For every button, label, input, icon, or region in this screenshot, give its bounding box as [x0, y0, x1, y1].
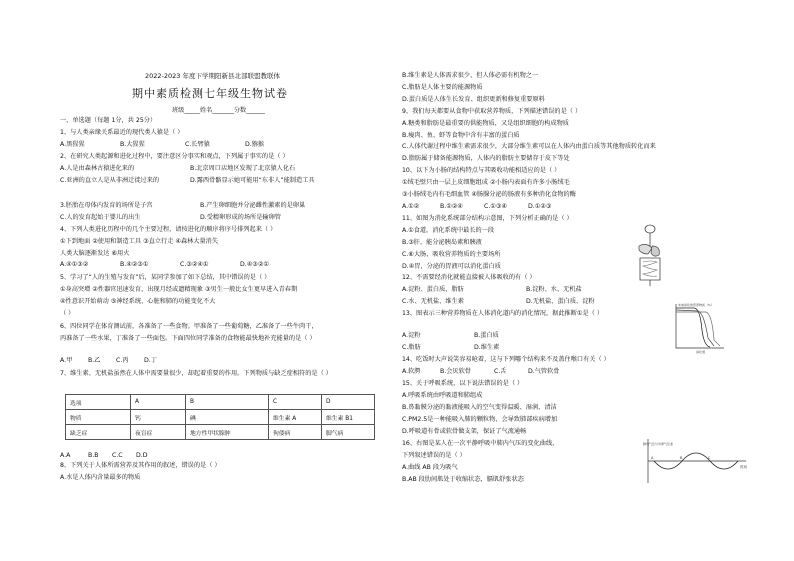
q3-option-b: B.产生卵细胞并分泌雌性激素的是卵巢 — [200, 202, 306, 209]
fig16-label-c: C — [708, 456, 711, 460]
q4-option-b: B.④②③① — [120, 261, 149, 268]
q11-option-c: C.⑥大肠，吸收营养物质的主要场所 — [402, 251, 501, 258]
table-cell: 缺乏症 — [66, 425, 131, 440]
q10-option-d: D.①②③ — [528, 203, 552, 210]
q13-stem: 13、图表示三种营养物质在人体消化道内的消化情况，据此推断①是（ ） — [402, 310, 604, 317]
fig13-y-label: 未被消化的营养物质（%） — [678, 303, 714, 307]
q10-option-c: C.①③④ — [484, 203, 507, 210]
table-cell: 地方性甲状腺肿 — [186, 425, 269, 440]
q14-stem: 14、吃饭时大声说笑容易呛着，这与下列哪个结构来不及盖住喉口有关（ ） — [402, 356, 610, 363]
q9-option-a: A.糖类和脂肪是最重要的供能物质，又是组织细胞的构成物质 — [402, 120, 569, 127]
q16-stem-2: 下列叙述错误的是（ ） — [402, 452, 466, 459]
q7-option-b: B.B — [88, 452, 99, 459]
digestive-system-figure — [634, 224, 666, 288]
q13-option-d: D.维生素 — [474, 344, 500, 351]
q15-stem: 15、关于呼吸系统，以下说法错误的是（ ） — [402, 380, 524, 387]
q13-option-b: B.蛋白质 — [474, 332, 499, 339]
table-cell: 佝偻病 — [269, 425, 322, 440]
q6-option-a: A.甲 — [60, 357, 73, 364]
q6-option-d: D.丁 — [144, 357, 157, 364]
fig16-x-label: 时间 — [740, 465, 747, 469]
q5-items-2: ④性意识开始萌动 ⑤神经系统、心脏和肺的功能变化不大 — [60, 298, 216, 305]
table-cell: 维生素 A — [269, 410, 322, 425]
table-cell: 碘 — [186, 410, 269, 425]
q6-option-c: C.丙 — [116, 357, 129, 364]
q3-option-d: D.受精卵形成的场所是输卵管 — [200, 214, 281, 221]
q13-option-a: A.淀粉 — [402, 332, 421, 339]
q12-stem: 12、不需要经消化就能直接被人体吸收的有（ ） — [402, 274, 536, 281]
q14-option-a: A.软腭 — [402, 368, 421, 375]
q3-option-c: C.人的发育起始于婴儿的出生 — [60, 214, 141, 221]
table-cell: A — [131, 395, 186, 410]
q10-items-1: ①绒毛壁只由一层上皮细胞组成 ②小肠内表面有许多小肠绒毛 — [402, 179, 570, 186]
q14-option-c: C.舌 — [494, 368, 507, 375]
q1-option-c: C.长臂猿 — [185, 141, 210, 148]
q4-option-c: C.③②④① — [180, 261, 209, 268]
q6-stem-2: 丙准备了一些水果，丁准备了一些面包。下面四位同学准备的食物能最快地补充能量的是（ ） — [60, 335, 316, 342]
fig16-y-label: 肺内气压与外界气压差 — [643, 442, 674, 446]
table-cell: 钙 — [131, 410, 186, 425]
q15-option-a: A.呼吸系统由呼吸道和肺组成 — [402, 392, 483, 399]
q7-option-c: C.C — [112, 452, 123, 459]
q11-option-b: B.③肝，能分泌胰岛素和胰液 — [402, 239, 482, 246]
q10-option-b: B.①②④ — [440, 203, 463, 210]
q12-option-a: A.淀粉、蛋白质、脂肪 — [402, 286, 464, 293]
fig13-x-label: 消化道 — [696, 350, 706, 354]
q9-option-d: D.脂肪属于储备能源物质，人体内的脂肪主要储存于皮下等处 — [402, 155, 570, 162]
q7-option-a: A.A — [60, 452, 71, 459]
fig16-label-b: B — [680, 456, 683, 460]
q3-option-a: 3.胚胎在母体内发育的场所是子宫 — [60, 202, 153, 209]
q5-items-1: ①身高突增 ②性器官迅速发育，出现月经或遗精现象 ③男生一般比女生更早进入青春期 — [60, 286, 298, 293]
q2-option-d: D.露西骨骼显示她可能用“东非人”能制造工具 — [190, 177, 315, 184]
table-cell: 夜盲症 — [131, 425, 186, 440]
q12-option-d: D.无机盐、蛋白质、淀粉 — [526, 298, 595, 305]
school-name: 2022-2023 年度下学期阳新县北部联盟教联体 — [145, 72, 280, 80]
q4-stem: 4、下列人类进化历程中的几个主要过程，请按进化的顺序将序号排列起来（ ） — [60, 226, 277, 233]
q15-option-d: D.呼吸道有骨或软骨做支架，保证了气流通畅 — [402, 428, 527, 435]
q16-stem-1: 16、右图是某人在一次平静呼吸中肺内气压的变化曲线， — [402, 440, 559, 447]
table-cell: 脚气病 — [322, 425, 375, 440]
q1-option-a: A.黑猩猩 — [60, 141, 85, 148]
table-row — [66, 425, 375, 440]
q9-option-c: C.人体代谢过程中维生素需求很少，大部分维生素可以在人体内由蛋白质等其他物质转化而来 — [402, 143, 656, 150]
digestion-curve-figure — [670, 300, 726, 354]
q7-option-d: D.D — [136, 452, 148, 459]
q7-table — [65, 394, 375, 440]
q15-option-b: B.鼻黏膜分泌的黏液能吸入的空气变得温暖、湿润、清洁 — [402, 404, 557, 411]
q8-option-b: B.维生素是人体需求很少，但人体必需有机物之一 — [402, 72, 539, 79]
q12-option-c: C.水、无机盐、维生素 — [402, 298, 464, 305]
q4-note: 人类大脑逐渐发达 ⑥用火 — [60, 250, 130, 257]
q15-option-c: C.PM2.5是一种能吸入肺的颗粒物，会导致肺部疾病增加 — [402, 416, 558, 423]
q8-option-c: C.脂肪是人体主要的能源物质 — [402, 84, 483, 91]
q6-stem-1: 6、四位同学在体育测试前，各准备了一些食物。甲准备了一些葡萄糖，乙准备了一些牛肉干， — [60, 323, 318, 330]
q5-blank: （ ） — [60, 310, 75, 317]
q16-option-a: A.曲线 AB 段为吸气 — [402, 464, 458, 471]
q1-option-d: D.猕猴 — [245, 141, 265, 148]
table-cell: 物质 — [66, 410, 131, 425]
q8-stem: 8、下列关于人体所需营养及其作用的叙述，错误的是（ ） — [60, 462, 221, 469]
q2-stem: 2、在研究人类起源和进化过程中，要注意区分事实和观点，下列属于事实的是（ ） — [60, 153, 289, 160]
table-cell: C — [269, 395, 322, 410]
q14-option-b: B.会厌软骨 — [440, 368, 471, 375]
q7-stem: 7、维生素、无机盐虽然在人体中需要量很少，却起着重要的作用。下列物质与缺乏症相符的是（ ） — [60, 370, 332, 377]
q1-stem: 1、与人类亲缘关系最近的现代类人猿是（ ） — [60, 129, 184, 136]
q9-option-b: B.瘦肉、鱼、虾等食物中含有丰富的蛋白质 — [402, 132, 520, 139]
fig16-label-a: A — [651, 456, 654, 460]
q11-option-d: D.④胃，分泌的胃液可以消化蛋白质 — [402, 263, 501, 270]
table-row — [66, 395, 375, 410]
q11-option-a: A.①食道，消化系统中最长的一段 — [402, 227, 495, 234]
q10-stem: 10、以下为小肠的结构特点与其吸收功能相适应的是（ ） — [402, 167, 561, 174]
q10-option-a: A.①② — [402, 203, 420, 210]
q16-option-b: B.AB 段肋间肌处于收缩状态，膈肌舒张状态 — [402, 476, 524, 483]
q8-option-a: A.水是人体内含量最多的物质 — [60, 474, 141, 481]
q5-stem: 5、学习了“人的生殖与发育”后，某同学参加了如下总结，其中错误的是（ ） — [60, 274, 271, 281]
q8-option-d: D.蛋白质是人体生长发育、组织更新和修复重要原料 — [402, 96, 545, 103]
table-cell: 维生素 B1 — [322, 410, 375, 425]
q2-option-b: B.北京周口店地区发现了北京猿人化石 — [190, 165, 296, 172]
table-cell: D — [322, 395, 375, 410]
q1-option-b: B.大猩猩 — [120, 141, 145, 148]
q4-option-d: D.④③②① — [240, 261, 269, 268]
page-title: 期中素质检测七年级生物试卷 — [132, 87, 288, 100]
q13-option-c: C.脂肪 — [402, 344, 421, 351]
lung-pressure-figure — [642, 437, 754, 487]
table-row — [66, 410, 375, 425]
q12-option-b: B.淀粉、水、无机盐 — [526, 286, 582, 293]
q11-stem: 11、如图为消化系统部分结构示意图，下列分析正确的是（ ） — [402, 215, 573, 222]
q2-option-c: C.亚洲的直立人是从非洲迁徙过来的 — [60, 177, 160, 184]
student-info: 班级_____姓名_______分数______ — [172, 107, 265, 114]
q6-option-b: B.乙 — [88, 357, 101, 364]
q9-stem: 9、我们每天都要从食物中获取营养物质，下列描述错误的是（ ） — [402, 108, 582, 115]
table-cell: B — [186, 395, 269, 410]
q14-option-d: D.气管软骨 — [528, 368, 560, 375]
q2-option-a: A.人是由森林古猿进化来的 — [60, 165, 135, 172]
q4-items: ①下到地面 ②使用和制造工具 ③直立行走 ④森林大量消失 — [60, 238, 219, 245]
q4-option-a: A.④①③② — [60, 261, 89, 268]
table-cell: 选项 — [66, 395, 131, 410]
q10-items-2: ③小肠绒毛内有毛细血管 ④肠腺分泌的肠液有多种消化食物的酶 — [402, 191, 576, 198]
section-title: 一、单选题（每题 1分，共 25分） — [60, 117, 157, 124]
